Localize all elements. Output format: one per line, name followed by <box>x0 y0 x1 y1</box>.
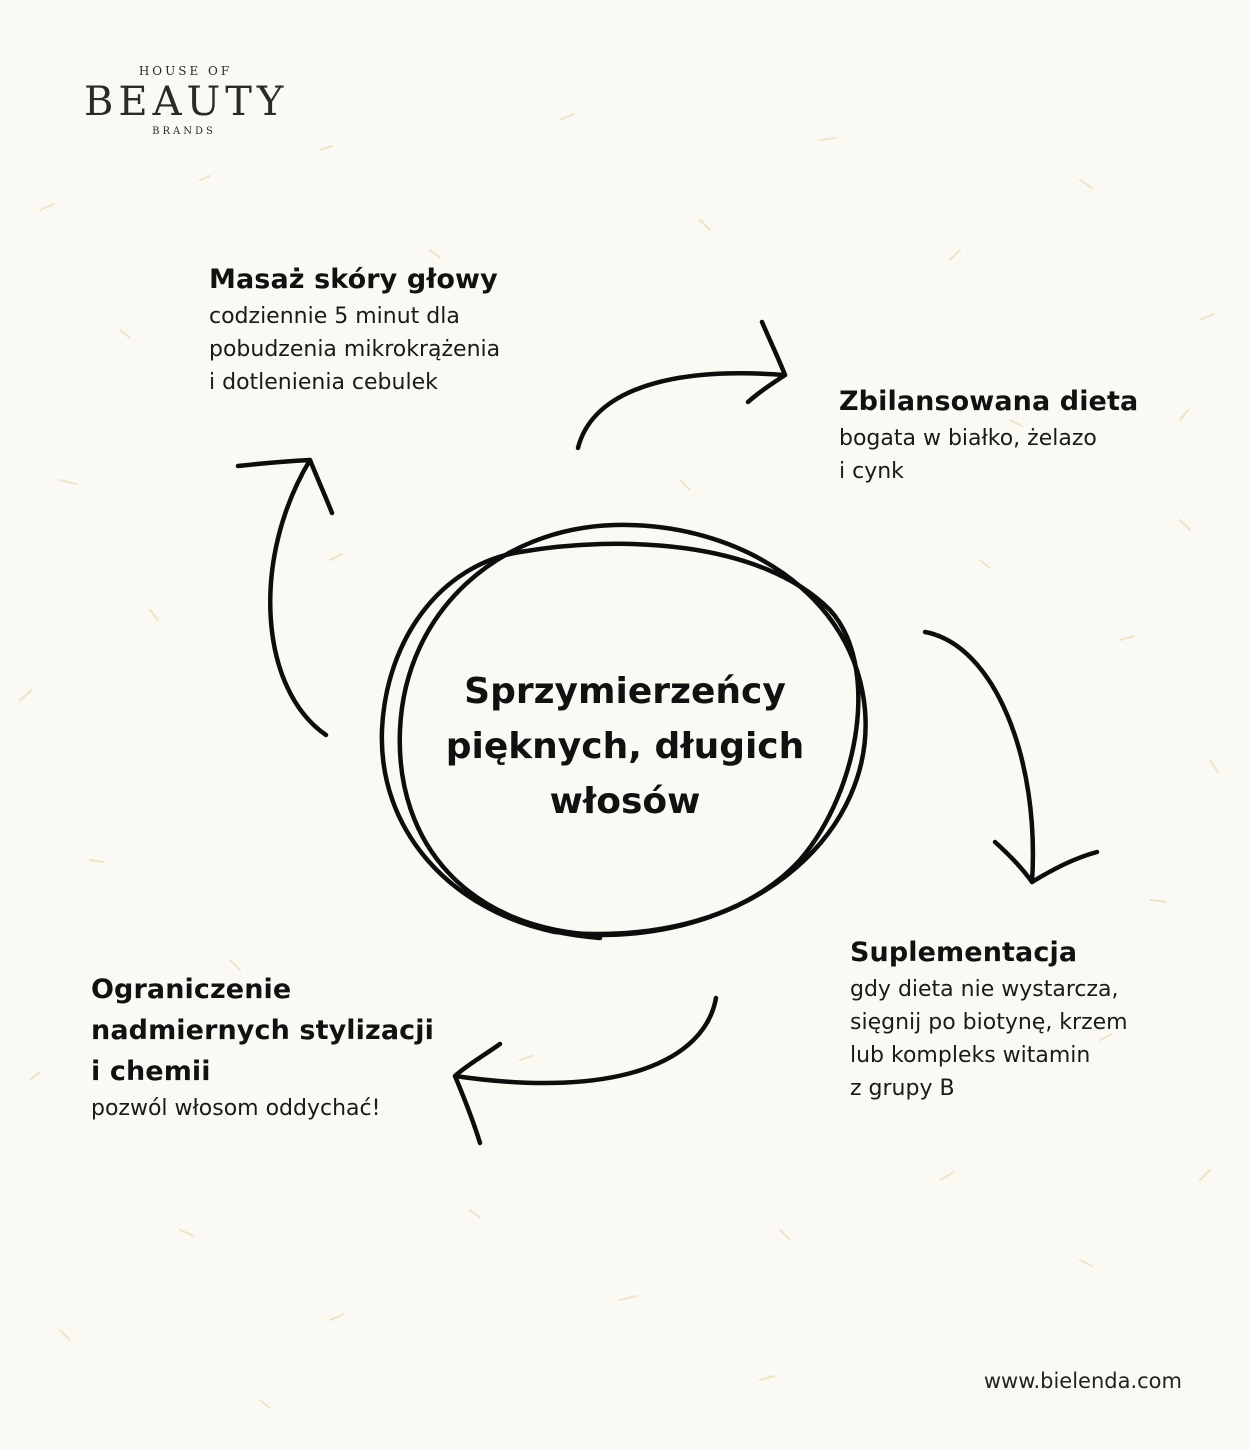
item-title: Suplementacja <box>850 937 1078 968</box>
brand-logo-main: BEAUTY <box>84 79 289 125</box>
item-description: codziennie 5 minut dla pobudzenia mikrokrążenia i dotlenienia cebulek <box>209 304 501 395</box>
item-description: bogata w białko, żelazo i cynk <box>839 426 1097 484</box>
item-title: Masaż skóry głowy <box>209 264 498 295</box>
item-description: gdy dieta nie wystarcza, sięgnij po biotynę, krzem lub kompleks witamin z grupy B <box>850 977 1128 1101</box>
item-scalp-massage <box>209 259 609 399</box>
arrow-top-head <box>748 322 785 402</box>
center-title: Sprzymierzeńcy pięknych, długich włosów <box>445 671 805 822</box>
arrow-bottom <box>455 998 716 1083</box>
brand-logo-bottom: BRANDS <box>152 126 216 137</box>
item-limit-styling <box>91 969 491 1125</box>
website-link[interactable]: www.bielenda.com <box>983 1369 1182 1393</box>
arrow-top <box>578 373 785 448</box>
item-balanced-diet <box>839 381 1219 488</box>
arrow-right <box>925 632 1033 882</box>
item-title: Zbilansowana dieta <box>839 386 1139 417</box>
arrow-left-head <box>238 460 332 513</box>
item-supplementation <box>850 932 1230 1105</box>
brand-logo-top: HOUSE OF <box>138 64 233 78</box>
item-description: pozwól włosom oddychać! <box>91 1096 381 1121</box>
arrow-left <box>270 460 326 735</box>
arrow-right-head <box>995 842 1097 882</box>
item-title: Ograniczenie nadmiernych stylizacji i chemii <box>91 974 434 1087</box>
